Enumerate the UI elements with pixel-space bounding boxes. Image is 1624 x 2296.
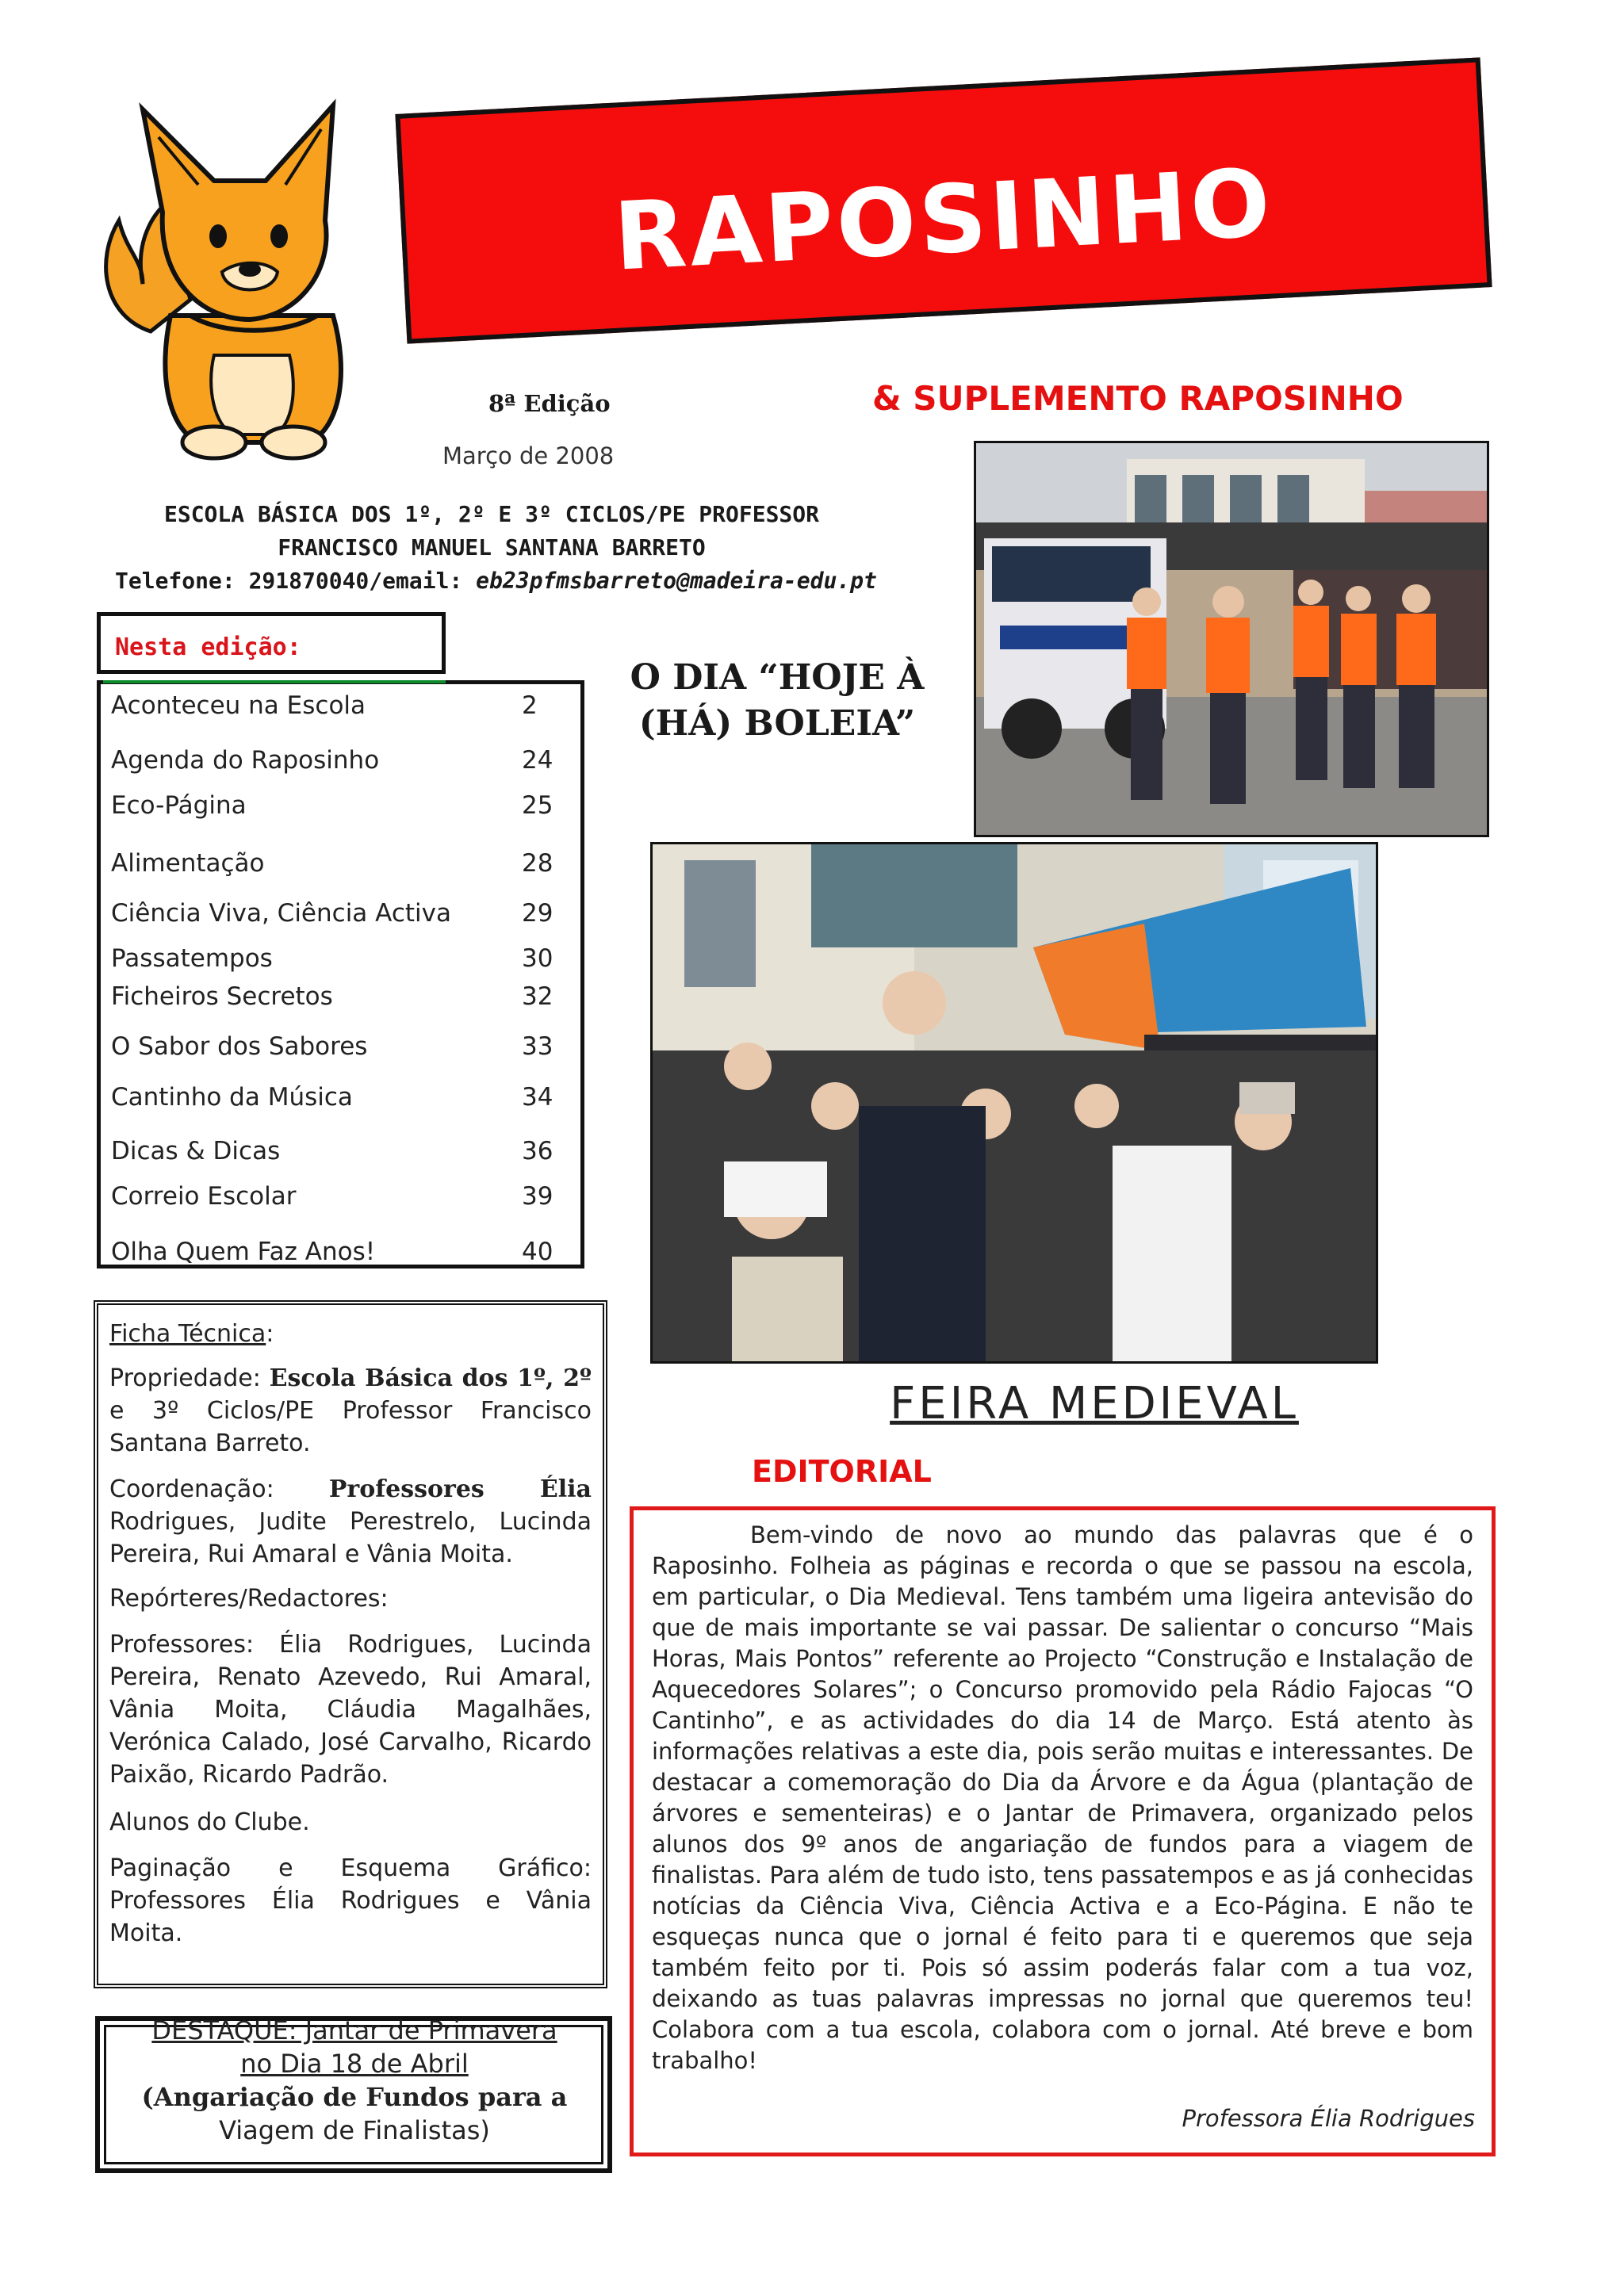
contents-item[interactable] xyxy=(111,849,555,878)
contents-item-page: 34 xyxy=(522,1083,553,1112)
contents-item[interactable] xyxy=(111,1137,555,1165)
contents-item-label: Correio Escolar xyxy=(111,1182,297,1211)
highlight-line1: DESTAQUE: Jantar de Primavera xyxy=(151,2015,557,2045)
contents-item[interactable] xyxy=(111,1032,555,1061)
credits-propriedade: Propriedade: Escola Básica dos 1º, 2º e 3º Ciclos/PE Professor Francisco Santana Barreto. xyxy=(109,1364,592,1457)
credits-reporteres: Professores: Élia Rodrigues, Lucinda Pereira, Renato Azevedo, Rui Amaral, Vânia Moita, Cláudia Magalhães, Verónica Calado, José Carvalho, Ricardo Paixão, Ricardo Padrão. xyxy=(109,1631,592,1789)
photo-boleia-police-car xyxy=(974,441,1489,837)
contents-item-label: Ciência Viva, Ciência Activa xyxy=(111,899,451,928)
editorial-body xyxy=(652,1520,1473,2076)
contents-item-label: Ficheiros Secretos xyxy=(111,982,333,1011)
contents-item-label: Eco-Página xyxy=(111,791,247,820)
editorial-signature: Professora Élia Rodrigues xyxy=(1182,2105,1475,2132)
contact-label: Telefone: 291870040/email: xyxy=(115,568,463,594)
newspaper-title: RAPOSINHO xyxy=(611,147,1276,292)
contents-item-label: Passatempos xyxy=(111,944,273,973)
credits-alunos: Alunos do Clube. xyxy=(109,1808,310,1836)
highlight-line3: (Angariação de Fundos para a xyxy=(141,2082,568,2112)
edition-label: 8ª Edição xyxy=(488,390,611,417)
feira-medieval-heading: FEIRA MEDIEVAL xyxy=(890,1378,1299,1429)
contents-item-page: 24 xyxy=(522,746,553,775)
contents-item-page: 32 xyxy=(522,982,553,1011)
headline-line2: (HÁ) BOLEIA” xyxy=(638,703,916,744)
editorial-title: EDITORIAL xyxy=(752,1454,932,1489)
contents-item-label: Agenda do Raposinho xyxy=(111,746,380,775)
credits-paginacao: Paginação e Esquema Gráfico: Professores Élia Rodrigues e Vânia Moita. xyxy=(109,1854,592,1947)
contents-header: Nesta edição: xyxy=(115,633,301,661)
contents-header-box xyxy=(97,612,446,674)
highlight-line2: no Dia 18 de Abril xyxy=(240,2049,469,2079)
article-headline xyxy=(603,655,952,747)
contents-item-label: O Sabor dos Sabores xyxy=(111,1032,368,1061)
contents-item-page: 40 xyxy=(522,1238,553,1266)
contents-item-page: 33 xyxy=(522,1032,553,1061)
issue-date: Março de 2008 xyxy=(442,442,615,469)
school-name-line2: FRANCISCO MANUEL SANTANA BARRETO xyxy=(278,534,706,561)
contents-item-page: 28 xyxy=(522,849,553,878)
contents-item-page: 30 xyxy=(522,944,553,973)
contents-item-page: 25 xyxy=(522,791,553,820)
fox-mascot-illustration xyxy=(95,94,381,466)
contact-email[interactable]: eb23pfmsbarreto@madeira-edu.pt xyxy=(476,568,877,594)
school-name-line1: ESCOLA BÁSICA DOS 1º, 2º E 3º CICLOS/PE PROFESSOR xyxy=(163,501,819,527)
contents-item[interactable] xyxy=(111,1083,555,1112)
contents-item-page: 36 xyxy=(522,1137,553,1165)
credits-coordenacao: Coordenação: Professores Élia Rodrigues, Judite Perestrelo, Lucinda Pereira, Rui Amaral e Vânia Moita. xyxy=(109,1475,592,1568)
credits-title: Ficha Técnica: xyxy=(109,1320,274,1348)
contents-item-page: 29 xyxy=(522,899,553,928)
contents-item[interactable] xyxy=(111,1238,555,1266)
contents-item[interactable] xyxy=(111,746,555,775)
credits-reporteres-label: Repórteres/Redactores: xyxy=(109,1585,389,1613)
contents-item-label: Olha Quem Faz Anos! xyxy=(111,1238,376,1266)
school-contact xyxy=(115,568,908,594)
contents-item[interactable] xyxy=(111,691,555,720)
contents-item[interactable] xyxy=(111,899,555,928)
contents-item-label: Dicas & Dicas xyxy=(111,1137,281,1165)
contents-item[interactable] xyxy=(111,1182,555,1211)
contents-item-label: Cantinho da Música xyxy=(111,1083,353,1112)
contents-item-label: Alimentação xyxy=(111,849,265,878)
headline-line1: O DIA “HOJE À xyxy=(630,657,925,698)
contents-item-label: Aconteceu na Escola xyxy=(111,691,366,720)
supplement-label: & SUPLEMENTO RAPOSINHO xyxy=(872,379,1404,418)
contents-item[interactable] xyxy=(111,791,555,820)
contents-item-page: 2 xyxy=(522,691,538,720)
contents-item-page: 39 xyxy=(522,1182,553,1211)
contents-divider xyxy=(103,680,446,683)
contents-item[interactable] xyxy=(111,982,555,1011)
contents-item[interactable] xyxy=(111,944,555,973)
editorial-paragraph: Bem-vindo de novo ao mundo das palavras que é o Raposinho. Folheia as páginas e recorda o que se passou na escola, em particular, o Dia Medieval. Tens também uma ligeira antevisão do que de mais importante se vai passar. De salientar o concurso “Mais Horas, Mais Pontos” referente ao Projecto “Construção e Instalação de Aquecedores Solares”; o Concurso promovido pela Rádio Fajocas “O Cantinho”, e as actividades do dia 14 de Março. Está atento às informações relativas a este dia, pois serão muitas e interessantes. De destacar a comemoração do Dia da Árvore e da Água (plantação de árvores e sementeiras) e o Jantar de Primavera, organizado pelos alunos dos 9º anos de angariação de fundos para a viagem de finalistas. Para além de tudo isto, tens passatempos e as já conhecidas notícias da Ciência Viva, Ciência Activa e a Eco-Página. E não te esqueças nunca que o jornal é feito para ti e queremos que seja também feito por ti. Pois só assim poderás falar com a tua voz, deixando as tuas palavras impressas no jornal que queremos teu! Colabora com a tua escola, colabora com o jornal. Até breve e bom trabalho! xyxy=(652,1521,1473,2074)
highlight-line4: Viagem de Finalistas) xyxy=(219,2115,490,2145)
photo-feira-medieval xyxy=(650,842,1378,1364)
